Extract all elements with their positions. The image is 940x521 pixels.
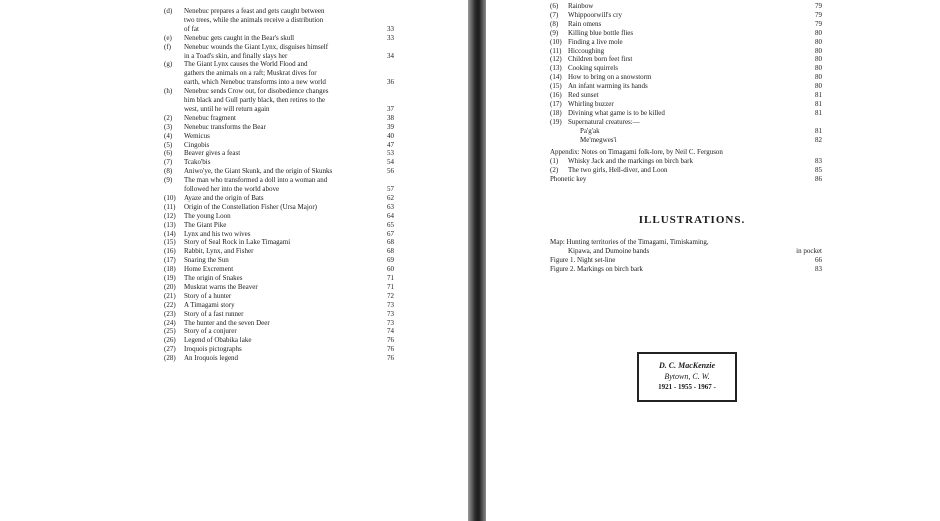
entry-page-number: 40: [387, 131, 394, 140]
entry-title: Snaring the Sun: [184, 256, 229, 265]
entry-title: Beaver gives a feast: [184, 149, 241, 158]
entry-number: (16): [550, 91, 562, 99]
entry-title: Tcako'bis: [184, 158, 211, 167]
entry-title: The man who transformed a doll into a woman and: [184, 176, 328, 185]
toc-entry: [550, 175, 822, 183]
toc-entry: [550, 100, 822, 108]
entry-page-number: 72: [387, 291, 394, 300]
entry-page-number: 47: [387, 140, 394, 149]
toc-entry: [164, 292, 394, 300]
entry-page-number: 76: [387, 336, 394, 345]
entry-page-number: 62: [387, 193, 394, 202]
toc-entry: [164, 221, 394, 229]
toc-entry: [164, 274, 394, 282]
entry-title: The Giant Lynx causes the World Flood and: [184, 60, 308, 69]
toc-entry: [164, 123, 394, 131]
toc-entry: [550, 73, 822, 81]
toc-entry: [164, 265, 394, 273]
entry-page-number: 65: [387, 220, 394, 229]
toc-entry: [550, 20, 822, 28]
stamp-years: 1921 - 1955 - 1967 -: [658, 383, 716, 391]
toc-entry: [550, 55, 822, 63]
entry-title: Origin of the Constellation Fisher (Ursa Major): [184, 202, 317, 211]
entry-page-number: 37: [387, 104, 394, 113]
toc-entry: [164, 78, 394, 86]
entry-page-number: 80: [815, 82, 822, 91]
toc-entry: [164, 34, 394, 42]
toc-entry: [164, 141, 394, 149]
toc-entry: [164, 105, 394, 113]
toc-entry: [550, 265, 822, 273]
entry-title: of fat: [184, 24, 199, 33]
entry-title: Whisky Jack and the markings on birch bark: [568, 157, 693, 166]
entry-title: Divining what game is to be killed: [568, 108, 665, 117]
toc-entry: [164, 336, 394, 344]
entry-number: (26): [164, 336, 176, 345]
entry-number: (9): [164, 176, 173, 185]
toc-entry: [164, 7, 394, 15]
entry-title: two trees, while the animals receive a distribution: [184, 15, 324, 24]
entry-number: (h): [164, 87, 173, 96]
toc-entry: [550, 157, 822, 165]
entry-title: Rabbit, Lynx, and Fisher: [184, 247, 254, 256]
toc-entry: [164, 16, 394, 24]
entry-title: Supernatural creatures:—: [568, 117, 640, 126]
entry-title: Children born feet first: [568, 55, 633, 64]
toc-entry: [550, 118, 822, 126]
toc-entry: [164, 230, 394, 238]
entry-number: (9): [550, 28, 559, 37]
entry-page-number: 79: [815, 19, 822, 28]
entry-page-number: 69: [387, 256, 394, 265]
entry-page-number: 71: [387, 274, 394, 282]
toc-entry: [550, 91, 822, 99]
entry-title: Red sunset: [568, 91, 599, 99]
entry-number: (13): [550, 64, 562, 73]
toc-entry: [164, 194, 394, 202]
entry-title: The young Loon: [184, 211, 231, 220]
entry-title: Iroquois pictographs: [184, 345, 242, 354]
entry-page-number: 66: [815, 255, 822, 264]
entry-number: (g): [164, 60, 173, 69]
entry-title: Cingobis: [184, 140, 210, 149]
entry-title: Ayaze and the origin of Bats: [184, 193, 264, 202]
entry-title: Whippoorwill's cry: [568, 10, 622, 19]
entry-title: Story of a hunter: [184, 291, 232, 300]
toc-entry: [550, 247, 822, 255]
entry-number: (1): [550, 157, 559, 166]
entry-title: The Giant Pike: [184, 220, 227, 229]
entry-page-number: 63: [387, 202, 394, 211]
entry-number: (12): [164, 211, 176, 220]
entry-title: Finding a live mole: [568, 37, 623, 46]
entry-title: Aniwo'ye, the Giant Skunk, and the origin of Skunks: [184, 167, 333, 176]
entry-page-number: 38: [387, 113, 394, 122]
entry-title: Lynx and his two wives: [184, 229, 251, 238]
entry-title: gathers the animals on a raft; Muskrat dives for: [184, 69, 317, 78]
entry-number: (5): [164, 140, 173, 149]
entry-page-number: 83: [815, 157, 822, 166]
entry-page-number: 81: [815, 126, 822, 135]
entry-page-number: 82: [815, 135, 822, 144]
entry-number: (7): [164, 158, 173, 167]
entry-title: Appendix: Notes on Timagami folk-lore, by Neil C. Ferguson: [550, 148, 723, 157]
entry-page-number: 80: [815, 55, 822, 64]
toc-entry: [164, 114, 394, 122]
entry-page-number: 80: [815, 28, 822, 37]
entry-number: (10): [550, 37, 562, 46]
entry-title: The hunter and the seven Deer: [184, 318, 270, 327]
entry-title: west, until he will return again: [184, 104, 270, 113]
toc-entry: [164, 132, 394, 140]
entry-number: (13): [164, 220, 176, 229]
entry-title: earth, which Nenebuc transforms into a new world: [184, 78, 326, 87]
entry-page-number: 53: [387, 149, 394, 158]
entry-title: Rainbow: [568, 2, 594, 10]
toc-entry: [550, 82, 822, 90]
entry-number: (3): [164, 122, 173, 131]
entry-number: (12): [550, 55, 562, 64]
toc-entry: [164, 345, 394, 353]
entry-number: (8): [164, 167, 173, 176]
entry-page-number: 80: [815, 37, 822, 46]
entry-number: (2): [164, 113, 173, 122]
entry-page-number: 60: [387, 265, 394, 274]
toc-entry: [164, 52, 394, 60]
entry-number: (20): [164, 282, 176, 291]
entry-title: Cooking squirrels: [568, 64, 618, 73]
toc-entry: [550, 136, 822, 144]
toc-entry: [550, 166, 822, 174]
illustrations-heading: ILLUSTRATIONS.: [638, 214, 746, 226]
entry-title: Phonetic key: [550, 175, 587, 184]
entry-title: The origin of Snakes: [184, 274, 243, 282]
toc-entry: [164, 238, 394, 246]
entry-page-number: 76: [387, 354, 394, 363]
entry-title: Nenebuc sends Crow out, for disobedience changes: [184, 87, 329, 96]
entry-page-number: 73: [387, 300, 394, 309]
entry-page-number: 80: [815, 64, 822, 73]
entry-number: (4): [164, 131, 173, 140]
entry-title: Pa'g'ak: [580, 126, 600, 135]
entry-number: (11): [550, 46, 562, 55]
entry-title: in a Toad's skin, and finally slays her: [184, 51, 288, 60]
entry-number: (24): [164, 318, 176, 327]
toc-entry: [164, 354, 394, 362]
toc-entry: [164, 149, 394, 157]
entry-number: (d): [164, 7, 173, 15]
entry-number: (25): [164, 327, 176, 336]
toc-entry: [164, 283, 394, 291]
entry-title: How to bring on a snowstorm: [568, 73, 652, 82]
entry-page-number: 57: [387, 185, 394, 193]
entry-page-number: 33: [387, 33, 394, 42]
ownership-stamp: [637, 352, 737, 402]
toc-entry: [164, 327, 394, 335]
entry-title: Nenebuc wounds the Giant Lynx, disguises himself: [184, 42, 329, 51]
entry-title: Wemicus: [184, 131, 210, 140]
entry-number: (8): [550, 19, 559, 28]
entry-page-number: in pocket: [796, 246, 822, 255]
entry-page-number: 79: [815, 10, 822, 19]
toc-entry: [164, 212, 394, 220]
entry-number: (e): [164, 33, 172, 42]
entry-title: Legend of Obabika lake: [184, 336, 252, 345]
entry-number: (19): [164, 274, 176, 282]
toc-entry: [164, 43, 394, 51]
toc-entry: [164, 60, 394, 68]
book-gutter: [468, 0, 486, 521]
entry-title: Nenebuc transforms the Bear: [184, 122, 266, 131]
entry-page-number: 54: [387, 158, 394, 167]
entry-title: Nenebuc fragment: [184, 113, 236, 122]
entry-number: (14): [164, 229, 176, 238]
entry-title: Story of a conjurer: [184, 327, 237, 336]
entry-title: Home Excrement: [184, 265, 234, 274]
toc-entry: [164, 301, 394, 309]
stamp-name: D. C. MacKenzie: [659, 361, 715, 370]
toc-entry: [164, 25, 394, 33]
toc-entry: [550, 148, 822, 156]
entry-page-number: 80: [815, 73, 822, 82]
entry-page-number: 85: [815, 166, 822, 175]
entry-page-number: 68: [387, 238, 394, 247]
entry-number: (18): [550, 108, 562, 117]
entry-title: Hiccoughing: [568, 46, 605, 55]
toc-entry: [550, 11, 822, 19]
entry-page-number: 86: [815, 175, 822, 184]
entry-number: (15): [164, 238, 176, 247]
entry-page-number: 73: [387, 309, 394, 318]
entry-page-number: 73: [387, 318, 394, 327]
stamp-place: Bytown, C. W.: [664, 372, 710, 381]
toc-entry: [164, 185, 394, 193]
entry-number: (18): [164, 265, 176, 274]
toc-entry: [164, 203, 394, 211]
entry-page-number: 67: [387, 229, 394, 238]
toc-entry: [550, 64, 822, 72]
entry-title: followed her into the world above: [184, 185, 280, 193]
toc-entry: [164, 247, 394, 255]
entry-page-number: 64: [387, 211, 394, 220]
toc-entry: [164, 310, 394, 318]
entry-title: Muskrat warns the Beaver: [184, 282, 258, 291]
entry-title: Map: Hunting territories of the Timagami, Timiskaming,: [550, 238, 709, 246]
entry-page-number: 56: [387, 167, 394, 176]
toc-entry: [550, 109, 822, 117]
toc-entry: [164, 256, 394, 264]
entry-number: (2): [550, 166, 559, 175]
entry-number: (7): [550, 10, 559, 19]
entry-number: (15): [550, 82, 562, 91]
toc-entry: [164, 319, 394, 327]
entry-number: (17): [550, 99, 562, 108]
entry-title: The two girls, Hell-diver, and Loon: [568, 166, 668, 175]
entry-page-number: 36: [387, 78, 394, 87]
toc-entry: [550, 29, 822, 37]
entry-number: (11): [164, 202, 176, 211]
entry-page-number: 71: [387, 282, 394, 291]
entry-page-number: 79: [815, 2, 822, 10]
entry-title: A Timagami story: [184, 300, 235, 309]
entry-page-number: 81: [815, 91, 822, 99]
toc-entry: [550, 238, 822, 246]
entry-title: Whirling buzzer: [568, 99, 614, 108]
entry-number: (6): [164, 149, 173, 158]
toc-entry: [164, 176, 394, 184]
entry-number: (6): [550, 2, 559, 10]
entry-number: (27): [164, 345, 176, 354]
toc-entry: [164, 69, 394, 77]
entry-title: Me'megwes'i: [580, 135, 617, 144]
entry-page-number: 34: [387, 51, 394, 60]
entry-title: Rain omens: [568, 19, 602, 28]
entry-number: (16): [164, 247, 176, 256]
entry-page-number: 81: [815, 99, 822, 108]
toc-entry: [550, 2, 822, 10]
entry-page-number: 68: [387, 247, 394, 256]
entry-number: (22): [164, 300, 176, 309]
entry-title: Story of a fast runner: [184, 309, 244, 318]
entry-title: Nenebuc prepares a feast and gets caught between: [184, 7, 325, 15]
entry-number: (17): [164, 256, 176, 265]
entry-title: Nenebuc gets caught in the Bear's skull: [184, 33, 295, 42]
toc-entry: [164, 96, 394, 104]
entry-title: An Iroquois legend: [184, 354, 239, 363]
entry-title: An infant warming its hands: [568, 82, 648, 91]
entry-title: Figure 2. Markings on birch bark: [550, 264, 643, 273]
entry-page-number: 76: [387, 345, 394, 354]
entry-page-number: 39: [387, 122, 394, 131]
toc-entry: [550, 38, 822, 46]
entry-page-number: 83: [815, 264, 822, 273]
entry-number: (19): [550, 117, 562, 126]
entry-page-number: 81: [815, 108, 822, 117]
toc-entry: [164, 87, 394, 95]
toc-entry: [164, 158, 394, 166]
entry-page-number: 74: [387, 327, 394, 336]
entry-number: (14): [550, 73, 562, 82]
entry-title: Story of Seal Rock in Lake Timagami: [184, 238, 291, 247]
entry-number: (21): [164, 291, 176, 300]
entry-number: (23): [164, 309, 176, 318]
entry-page-number: 33: [387, 24, 394, 33]
toc-entry: [550, 47, 822, 55]
entry-title: him black and Gull partly black, then retires to the: [184, 96, 326, 104]
toc-entry: [164, 167, 394, 175]
entry-title: Figure 1. Night set-line: [550, 255, 616, 264]
entry-number: (28): [164, 354, 176, 363]
entry-page-number: 80: [815, 46, 822, 55]
entry-number: (10): [164, 193, 176, 202]
entry-number: (f): [164, 42, 171, 51]
entry-title: Kipawa, and Dumoine bands: [568, 246, 650, 255]
toc-entry: [550, 127, 822, 135]
entry-title: Killing blue bottle flies: [568, 28, 634, 37]
toc-entry: [550, 256, 822, 264]
